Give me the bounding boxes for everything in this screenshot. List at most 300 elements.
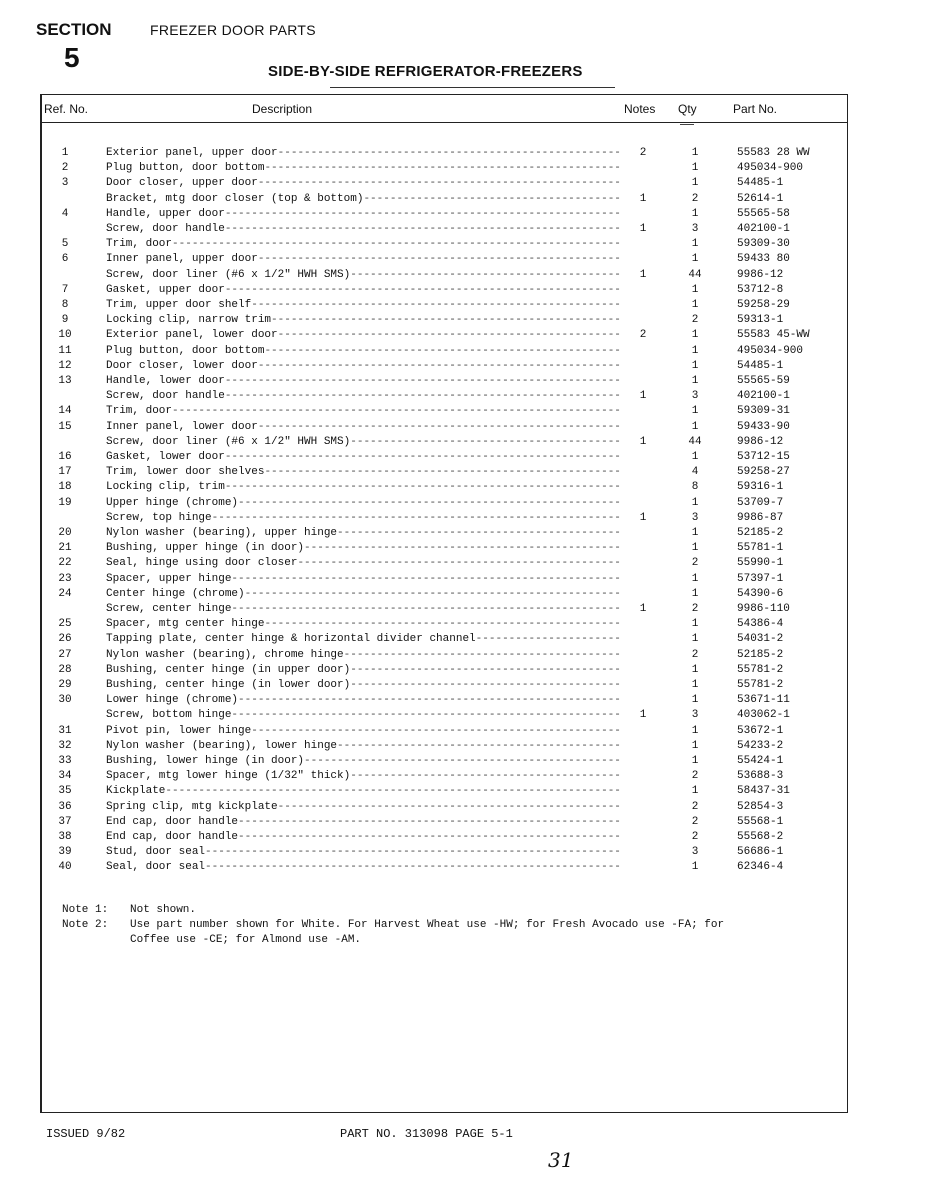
dot-leader: ------------------------------------------------------- bbox=[257, 420, 621, 433]
quantity: 1 bbox=[691, 451, 699, 463]
quantity: 1 bbox=[691, 238, 699, 251]
description-cell bbox=[106, 693, 621, 708]
dot-leader: --------------------------------------------------------------- bbox=[205, 846, 621, 859]
description-cell bbox=[106, 815, 621, 830]
quantity: 2 bbox=[691, 603, 699, 615]
footer-issued-date: ISSUED 9/82 bbox=[46, 1127, 126, 1141]
description-text: Seal, hinge using door closer bbox=[106, 557, 298, 570]
description-cell bbox=[106, 830, 621, 845]
dot-leader: -------------------------------------------------------------------- bbox=[172, 238, 621, 251]
table-row bbox=[0, 298, 939, 313]
description-text: Lower hinge (chrome) bbox=[106, 694, 239, 707]
quantity: 3 bbox=[691, 846, 699, 859]
note-ref: 2 bbox=[639, 329, 647, 342]
quantity: 1 bbox=[691, 587, 699, 600]
description-cell bbox=[106, 465, 621, 480]
part-number: 495034-900 bbox=[737, 162, 804, 175]
description-text: Screw, bottom hinge bbox=[106, 709, 232, 722]
dot-leader: ---------------------------------------------------- bbox=[277, 329, 621, 342]
table-row bbox=[0, 420, 939, 435]
quantity: 1 bbox=[691, 253, 699, 266]
note-ref: 1 bbox=[639, 390, 647, 403]
table-row bbox=[0, 800, 939, 815]
dot-leader: --------------------------------------- bbox=[363, 192, 621, 205]
description-cell bbox=[106, 207, 621, 222]
dot-leader: ------------------------------------------ bbox=[343, 648, 621, 661]
description-text: Spacer, mtg lower hinge (1/32" thick) bbox=[106, 770, 351, 783]
part-number: 59433-90 bbox=[737, 420, 790, 433]
description-text: Gasket, upper door bbox=[106, 283, 225, 296]
note-ref: 1 bbox=[639, 709, 647, 722]
quantity: 1 bbox=[691, 663, 699, 676]
part-number: 52185-2 bbox=[737, 527, 784, 539]
ref-number: 13 bbox=[58, 375, 72, 387]
description-cell bbox=[106, 587, 621, 602]
note-2-label: Note 2: bbox=[62, 919, 109, 931]
part-number: 55568-1 bbox=[737, 815, 784, 828]
description-cell bbox=[106, 237, 621, 252]
table-row bbox=[0, 693, 939, 708]
quantity: 1 bbox=[691, 177, 699, 190]
quantity: 1 bbox=[691, 162, 699, 175]
description-cell bbox=[106, 404, 621, 419]
description-text: Spacer, mtg center hinge bbox=[106, 618, 265, 631]
part-number: 55990-1 bbox=[737, 557, 784, 570]
ref-number: 9 bbox=[61, 314, 69, 327]
dot-leader: ------------------------------------------------------- bbox=[257, 177, 621, 190]
part-number: 9986-87 bbox=[737, 511, 784, 524]
table-row bbox=[0, 207, 939, 222]
description-cell bbox=[106, 252, 621, 267]
column-header-notes: Notes bbox=[624, 102, 656, 116]
table-row bbox=[0, 663, 939, 678]
table-row bbox=[0, 283, 939, 298]
table-row bbox=[0, 815, 939, 830]
description-cell bbox=[106, 632, 621, 647]
quantity: 1 bbox=[691, 633, 699, 646]
ref-number: 15 bbox=[58, 420, 72, 433]
part-number: 402100-1 bbox=[737, 223, 790, 235]
description-cell bbox=[106, 313, 621, 328]
ref-number: 20 bbox=[58, 527, 72, 539]
description-text: Screw, center hinge bbox=[106, 603, 232, 615]
description-cell bbox=[106, 374, 621, 389]
dot-leader: ------------------------------------------------------------ bbox=[224, 481, 621, 494]
description-cell bbox=[106, 754, 621, 769]
dot-leader: ---------------------------------------------------------- bbox=[238, 496, 621, 509]
note-ref: 1 bbox=[639, 603, 647, 615]
ref-number: 11 bbox=[58, 344, 72, 357]
part-number: 52614-1 bbox=[737, 192, 784, 205]
ref-number: 38 bbox=[58, 831, 72, 843]
quantity: 3 bbox=[691, 223, 699, 235]
part-number: 55583 45-WW bbox=[737, 329, 810, 342]
description-text: Handle, upper door bbox=[106, 207, 225, 220]
note-ref: 1 bbox=[639, 223, 647, 235]
note-ref: 1 bbox=[639, 192, 647, 205]
table-row bbox=[0, 587, 939, 602]
table-row bbox=[0, 237, 939, 252]
table-row bbox=[0, 359, 939, 374]
part-number: 55565-58 bbox=[737, 207, 790, 220]
dot-leader: ---------------------------------------------------- bbox=[277, 147, 621, 159]
table-row bbox=[0, 572, 939, 587]
table-row bbox=[0, 268, 939, 283]
quantity: 1 bbox=[691, 679, 699, 691]
quantity: 1 bbox=[691, 542, 699, 555]
ref-number: 29 bbox=[58, 679, 72, 691]
description-text: Tapping plate, center hinge & horizontal divider channel bbox=[106, 633, 476, 646]
description-text: Kickplate bbox=[106, 785, 166, 798]
description-cell bbox=[106, 222, 621, 237]
page-subtitle: SIDE-BY-SIDE REFRIGERATOR-FREEZERS bbox=[268, 63, 583, 80]
qty-underline bbox=[680, 124, 694, 125]
dot-leader: ----------------------------------------- bbox=[350, 663, 621, 676]
quantity: 1 bbox=[691, 739, 699, 752]
quantity: 1 bbox=[691, 618, 699, 631]
description-text: Trim, lower door shelves bbox=[106, 466, 265, 479]
description-text: Handle, lower door bbox=[106, 375, 225, 387]
ref-number: 31 bbox=[58, 724, 72, 737]
dot-leader: -------------------------------------------------------- bbox=[251, 299, 621, 311]
quantity: 2 bbox=[691, 648, 699, 661]
column-header-part: Part No. bbox=[733, 102, 778, 116]
note-ref: 1 bbox=[639, 511, 647, 524]
part-number: 55781-1 bbox=[737, 542, 784, 555]
quantity: 3 bbox=[691, 511, 699, 524]
description-text: Screw, door handle bbox=[106, 223, 225, 235]
quantity: 1 bbox=[691, 283, 699, 296]
description-cell bbox=[106, 860, 621, 875]
description-cell bbox=[106, 739, 621, 754]
dot-leader: ------------------------------------------------------------ bbox=[224, 375, 621, 387]
table-row bbox=[0, 328, 939, 343]
dot-leader: ------------------------------------------------------------ bbox=[224, 451, 621, 463]
note-2-text-continued: Coffee use -CE; for Almond use -AM. bbox=[130, 934, 362, 946]
description-text: Center hinge (chrome) bbox=[106, 587, 245, 600]
ref-number: 16 bbox=[58, 451, 72, 463]
ref-number: 7 bbox=[61, 283, 69, 296]
dot-leader: ------------------------------------------- bbox=[337, 739, 621, 752]
column-header-ref: Ref. No. bbox=[44, 102, 89, 116]
quantity: 1 bbox=[691, 299, 699, 311]
ref-number: 32 bbox=[58, 739, 72, 752]
description-text: Door closer, upper door bbox=[106, 177, 258, 190]
part-number: 402100-1 bbox=[737, 390, 790, 403]
description-text: Screw, door liner (#6 x 1/2" HWH SMS) bbox=[106, 435, 351, 448]
dot-leader: ---------------------------------------------------------- bbox=[238, 831, 621, 843]
dot-leader: ---------------------------------------------------------- bbox=[238, 694, 621, 707]
description-cell bbox=[106, 389, 621, 404]
section-number: 5 bbox=[64, 42, 80, 73]
ref-number: 6 bbox=[61, 253, 69, 266]
part-number: 59316-1 bbox=[737, 481, 784, 494]
quantity: 1 bbox=[691, 527, 699, 539]
table-row bbox=[0, 511, 939, 526]
header-rule bbox=[42, 122, 848, 123]
part-number: 9986-12 bbox=[737, 435, 784, 448]
quantity: 1 bbox=[691, 359, 699, 372]
note-1-label: Note 1: bbox=[62, 904, 109, 916]
ref-number: 36 bbox=[58, 800, 72, 813]
note-2-text: Use part number shown for White. For Harvest Wheat use -HW; for Fresh Avocado use -FA; for bbox=[130, 919, 725, 931]
quantity: 1 bbox=[691, 375, 699, 387]
ref-number: 39 bbox=[58, 846, 72, 859]
quantity: 4 bbox=[691, 466, 699, 479]
table-row bbox=[0, 541, 939, 556]
table-row bbox=[0, 389, 939, 404]
part-number: 57397-1 bbox=[737, 572, 784, 585]
description-text: Locking clip, trim bbox=[106, 481, 225, 494]
part-number: 495034-900 bbox=[737, 344, 804, 357]
part-number: 59309-31 bbox=[737, 405, 790, 418]
part-number: 58437-31 bbox=[737, 785, 790, 798]
quantity: 1 bbox=[691, 572, 699, 585]
description-cell bbox=[106, 344, 621, 359]
ref-number: 28 bbox=[58, 663, 72, 676]
dot-leader: -------------------------------------------------------- bbox=[251, 724, 621, 737]
dot-leader: ------------------------------------------------------------ bbox=[224, 390, 621, 403]
description-cell bbox=[106, 480, 621, 495]
ref-number: 30 bbox=[58, 694, 72, 707]
dot-leader: ------------------------------------------------------ bbox=[264, 466, 621, 479]
quantity: 1 bbox=[691, 785, 699, 798]
description-text: Nylon washer (bearing), chrome hinge bbox=[106, 648, 344, 661]
description-cell bbox=[106, 602, 621, 617]
quantity: 1 bbox=[691, 496, 699, 509]
description-text: Plug button, door bottom bbox=[106, 162, 265, 175]
description-text: Seal, door seal bbox=[106, 861, 206, 874]
description-text: Bushing, upper hinge (in door) bbox=[106, 542, 305, 555]
table-row bbox=[0, 465, 939, 480]
ref-number: 35 bbox=[58, 785, 72, 798]
section-label: SECTION bbox=[36, 20, 112, 39]
ref-number: 18 bbox=[58, 481, 72, 494]
table-row bbox=[0, 678, 939, 693]
ref-number: 10 bbox=[58, 329, 72, 342]
table-row bbox=[0, 556, 939, 571]
quantity: 2 bbox=[691, 557, 699, 570]
description-text: Exterior panel, upper door bbox=[106, 147, 278, 159]
section-title: FREEZER DOOR PARTS bbox=[150, 22, 316, 38]
ref-number: 1 bbox=[61, 147, 69, 159]
description-text: Bushing, lower hinge (in door) bbox=[106, 755, 305, 767]
dot-leader: ------------------------------------------- bbox=[337, 527, 621, 539]
quantity: 1 bbox=[691, 755, 699, 767]
description-cell bbox=[106, 435, 621, 450]
quantity: 1 bbox=[691, 405, 699, 418]
description-cell bbox=[106, 161, 621, 176]
dot-leader: ----------------------------------------- bbox=[350, 268, 621, 281]
description-text: Screw, door handle bbox=[106, 390, 225, 403]
part-number: 54386-4 bbox=[737, 618, 784, 631]
ref-number: 5 bbox=[61, 238, 69, 251]
table-row bbox=[0, 176, 939, 191]
description-cell bbox=[106, 496, 621, 511]
part-number: 403062-1 bbox=[737, 709, 790, 722]
table-row bbox=[0, 769, 939, 784]
quantity: 1 bbox=[691, 861, 699, 874]
part-number: 54485-1 bbox=[737, 359, 784, 372]
description-text: Bushing, center hinge (in lower door) bbox=[106, 679, 351, 691]
description-text: Upper hinge (chrome) bbox=[106, 496, 239, 509]
table-row bbox=[0, 724, 939, 739]
description-cell bbox=[106, 769, 621, 784]
part-number: 56686-1 bbox=[737, 846, 784, 859]
table-row bbox=[0, 648, 939, 663]
table-row bbox=[0, 344, 939, 359]
table-row bbox=[0, 708, 939, 723]
ref-number: 17 bbox=[58, 466, 72, 479]
dot-leader: --------------------------------------------------------------- bbox=[205, 861, 621, 874]
table-row bbox=[0, 192, 939, 207]
note-ref: 1 bbox=[639, 435, 647, 448]
table-row bbox=[0, 146, 939, 161]
table-row bbox=[0, 860, 939, 875]
table-row bbox=[0, 450, 939, 465]
part-number: 55583 28 WW bbox=[737, 147, 810, 159]
part-number: 59433 80 bbox=[737, 253, 790, 266]
part-number: 53712-15 bbox=[737, 451, 790, 463]
ref-number: 19 bbox=[58, 496, 72, 509]
quantity: 1 bbox=[691, 694, 699, 707]
description-text: Pivot pin, lower hinge bbox=[106, 724, 252, 737]
table-row bbox=[0, 739, 939, 754]
ref-number: 14 bbox=[58, 405, 72, 418]
part-number: 9986-110 bbox=[737, 603, 790, 615]
ref-number: 24 bbox=[58, 587, 72, 600]
table-row bbox=[0, 617, 939, 632]
description-cell bbox=[106, 450, 621, 465]
description-text: Inner panel, upper door bbox=[106, 253, 258, 266]
part-number: 53709-7 bbox=[737, 496, 784, 509]
description-cell bbox=[106, 359, 621, 374]
dot-leader: ------------------------------------------------- bbox=[297, 557, 621, 570]
part-number: 62346-4 bbox=[737, 861, 784, 874]
ref-number: 25 bbox=[58, 618, 72, 631]
table-row bbox=[0, 252, 939, 267]
dot-leader: ------------------------------------------------------- bbox=[257, 253, 621, 266]
description-text: Trim, door bbox=[106, 405, 173, 418]
part-number: 55424-1 bbox=[737, 755, 784, 767]
description-cell bbox=[106, 708, 621, 723]
dot-leader: ------------------------------------------------------- bbox=[257, 359, 621, 372]
dot-leader: ---------------------- bbox=[475, 633, 621, 646]
description-cell bbox=[106, 678, 621, 693]
description-text: Bushing, center hinge (in upper door) bbox=[106, 663, 351, 676]
description-text: Nylon washer (bearing), lower hinge bbox=[106, 739, 338, 752]
description-text: Exterior panel, lower door bbox=[106, 329, 278, 342]
description-text: Locking clip, narrow trim bbox=[106, 314, 272, 327]
part-number: 54031-2 bbox=[737, 633, 784, 646]
description-text: End cap, door handle bbox=[106, 815, 239, 828]
part-number: 53712-8 bbox=[737, 283, 784, 296]
column-header-description: Description bbox=[252, 102, 313, 116]
table-row bbox=[0, 404, 939, 419]
dot-leader: ----------------------------------------------------------- bbox=[231, 709, 621, 722]
description-cell bbox=[106, 268, 621, 283]
dot-leader: ------------------------------------------------------------ bbox=[224, 283, 621, 296]
table-row bbox=[0, 632, 939, 647]
part-number: 55781-2 bbox=[737, 679, 784, 691]
table-row bbox=[0, 222, 939, 237]
dot-leader: ------------------------------------------------------ bbox=[264, 162, 621, 175]
description-cell bbox=[106, 541, 621, 556]
quantity: 1 bbox=[691, 344, 699, 357]
handwritten-page-number: 31 bbox=[548, 1148, 574, 1172]
table-row bbox=[0, 161, 939, 176]
description-cell bbox=[106, 146, 621, 161]
dot-leader: --------------------------------------------------------- bbox=[244, 587, 621, 600]
dot-leader: ----------------------------------------- bbox=[350, 770, 621, 783]
note-1-text: Not shown. bbox=[130, 904, 197, 916]
part-number: 52854-3 bbox=[737, 800, 784, 813]
description-text: Nylon washer (bearing), upper hinge bbox=[106, 527, 338, 539]
quantity: 1 bbox=[691, 207, 699, 220]
table-row bbox=[0, 754, 939, 769]
part-number: 59309-30 bbox=[737, 238, 790, 251]
quantity: 1 bbox=[691, 147, 699, 159]
quantity: 1 bbox=[691, 420, 699, 433]
quantity: 2 bbox=[691, 831, 699, 843]
description-cell bbox=[106, 420, 621, 435]
dot-leader: ---------------------------------------------------------- bbox=[238, 815, 621, 828]
ref-number: 4 bbox=[61, 207, 69, 220]
quantity: 2 bbox=[691, 815, 699, 828]
description-cell bbox=[106, 724, 621, 739]
table-row bbox=[0, 374, 939, 389]
ref-number: 21 bbox=[58, 542, 72, 555]
part-number: 52185-2 bbox=[737, 648, 784, 661]
title-rule bbox=[330, 87, 615, 88]
part-number: 55781-2 bbox=[737, 663, 784, 676]
quantity: 44 bbox=[688, 268, 702, 281]
part-number: 59313-1 bbox=[737, 314, 784, 327]
description-text: Spring clip, mtg kickplate bbox=[106, 800, 278, 813]
note-ref: 2 bbox=[639, 147, 647, 159]
description-text: Trim, door bbox=[106, 238, 173, 251]
description-text: End cap, door handle bbox=[106, 831, 239, 843]
dot-leader: ------------------------------------------------ bbox=[304, 755, 621, 767]
ref-number: 26 bbox=[58, 633, 72, 646]
quantity: 3 bbox=[691, 390, 699, 403]
quantity: 1 bbox=[691, 724, 699, 737]
part-number: 53672-1 bbox=[737, 724, 784, 737]
description-text: Inner panel, lower door bbox=[106, 420, 258, 433]
dot-leader: ------------------------------------------------------ bbox=[264, 344, 621, 357]
table-row bbox=[0, 784, 939, 799]
description-text: Door closer, lower door bbox=[106, 359, 258, 372]
quantity: 3 bbox=[691, 709, 699, 722]
description-cell bbox=[106, 192, 621, 207]
part-number: 54390-6 bbox=[737, 587, 784, 600]
dot-leader: ------------------------------------------------ bbox=[304, 542, 621, 555]
table-row bbox=[0, 496, 939, 511]
description-cell bbox=[106, 800, 621, 815]
dot-leader: ------------------------------------------------------------ bbox=[224, 223, 621, 235]
ref-number: 27 bbox=[58, 648, 72, 661]
dot-leader: ----------------------------------------- bbox=[350, 435, 621, 448]
dot-leader: ----------------------------------------------------------- bbox=[231, 572, 621, 585]
description-cell bbox=[106, 511, 621, 526]
quantity: 2 bbox=[691, 314, 699, 327]
quantity: 2 bbox=[691, 800, 699, 813]
description-cell bbox=[106, 845, 621, 860]
description-text: Trim, upper door shelf bbox=[106, 299, 252, 311]
dot-leader: ----------------------------------------- bbox=[350, 679, 621, 691]
table-row bbox=[0, 526, 939, 541]
dot-leader: --------------------------------------------------------------------- bbox=[165, 785, 621, 798]
